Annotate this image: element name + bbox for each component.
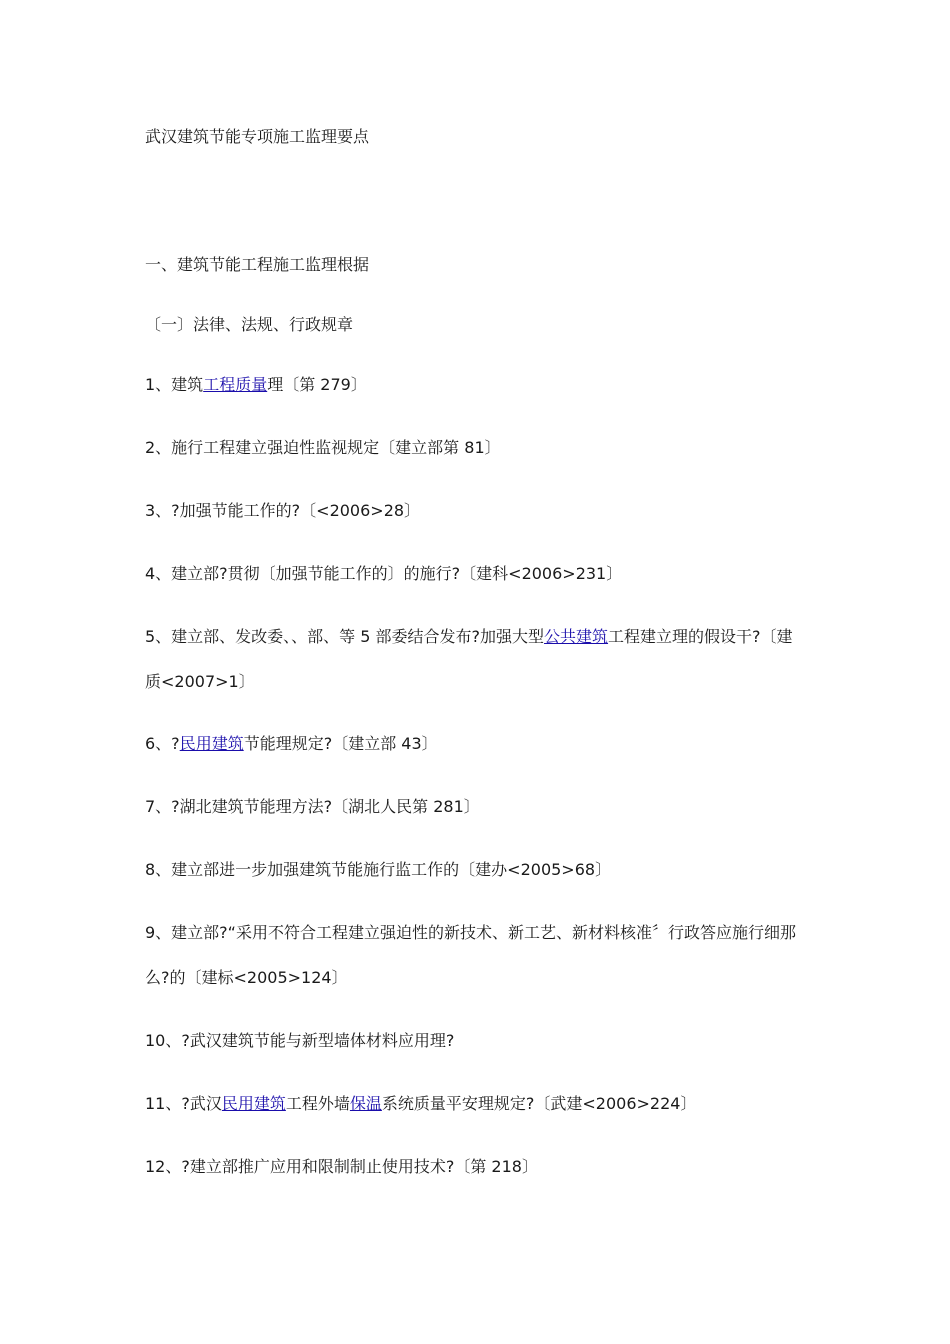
link-engineering-quality[interactable]: 工程质量 bbox=[203, 375, 268, 394]
list-item-text: 5、建立部、发改委、、部、等 5 部委结合发布?加强大型 bbox=[145, 627, 545, 646]
link-public-building[interactable]: 公共建筑 bbox=[544, 627, 609, 646]
document-title: 武汉建筑节能专项施工监理要点 bbox=[145, 127, 370, 146]
list-item-text: 11、?武汉 bbox=[145, 1094, 222, 1113]
link-insulation[interactable]: 保温 bbox=[349, 1094, 382, 1113]
link-civil-building[interactable]: 民用建筑 bbox=[221, 1094, 286, 1113]
link-civil-building[interactable]: 民用建筑 bbox=[179, 734, 244, 753]
list-item: 7、?湖北建筑节能理方法?〔湖北人民第 281〕 bbox=[145, 797, 480, 816]
list-item: 4、建立部?贯彻〔加强节能工作的〕的施行?〔建科<2006>231〕 bbox=[145, 564, 623, 583]
list-item bbox=[145, 1093, 696, 1115]
list-item-text: 节能理规定?〔建立部 43〕 bbox=[243, 734, 438, 753]
list-item: 8、建立部进一步加强建筑节能施行监工作的〔建办<2005>68〕 bbox=[145, 860, 612, 879]
list-item: 10、?武汉建筑节能与新型墙体材料应用理? bbox=[145, 1031, 455, 1050]
list-item: 2、施行工程建立强迫性监视规定〔建立部第 81〕 bbox=[145, 438, 501, 457]
subsection-heading: 〔一〕法律、法规、行政规章 bbox=[145, 315, 354, 334]
list-item-text: 系统质量平安理规定?〔武建<2006>224〕 bbox=[381, 1094, 697, 1113]
list-item: 3、?加强节能工作的?〔<2006>28〕 bbox=[145, 501, 421, 520]
list-item-text: 理〔第 279〕 bbox=[267, 375, 367, 394]
list-item bbox=[145, 614, 805, 704]
list-item-text: 1、建筑 bbox=[145, 375, 204, 394]
list-item-text: 工程外墙 bbox=[285, 1094, 350, 1113]
list-item-text: 6、? bbox=[145, 734, 180, 753]
list-item: 9、建立部?“采用不符合工程建立强迫性的新技术、新工艺、新材料核准〞行政答应施行细那么?的〔建标<2005>124〕 bbox=[145, 923, 796, 987]
list-item bbox=[145, 733, 438, 755]
section-heading: 一、建筑节能工程施工监理根据 bbox=[145, 255, 370, 274]
list-item bbox=[145, 374, 367, 396]
list-item: 12、?建立部推广应用和限制制止使用技术?〔第 218〕 bbox=[145, 1157, 538, 1176]
list-item-text: 工程建立理的假设干?〔建质<2007>1〕 bbox=[145, 627, 793, 691]
